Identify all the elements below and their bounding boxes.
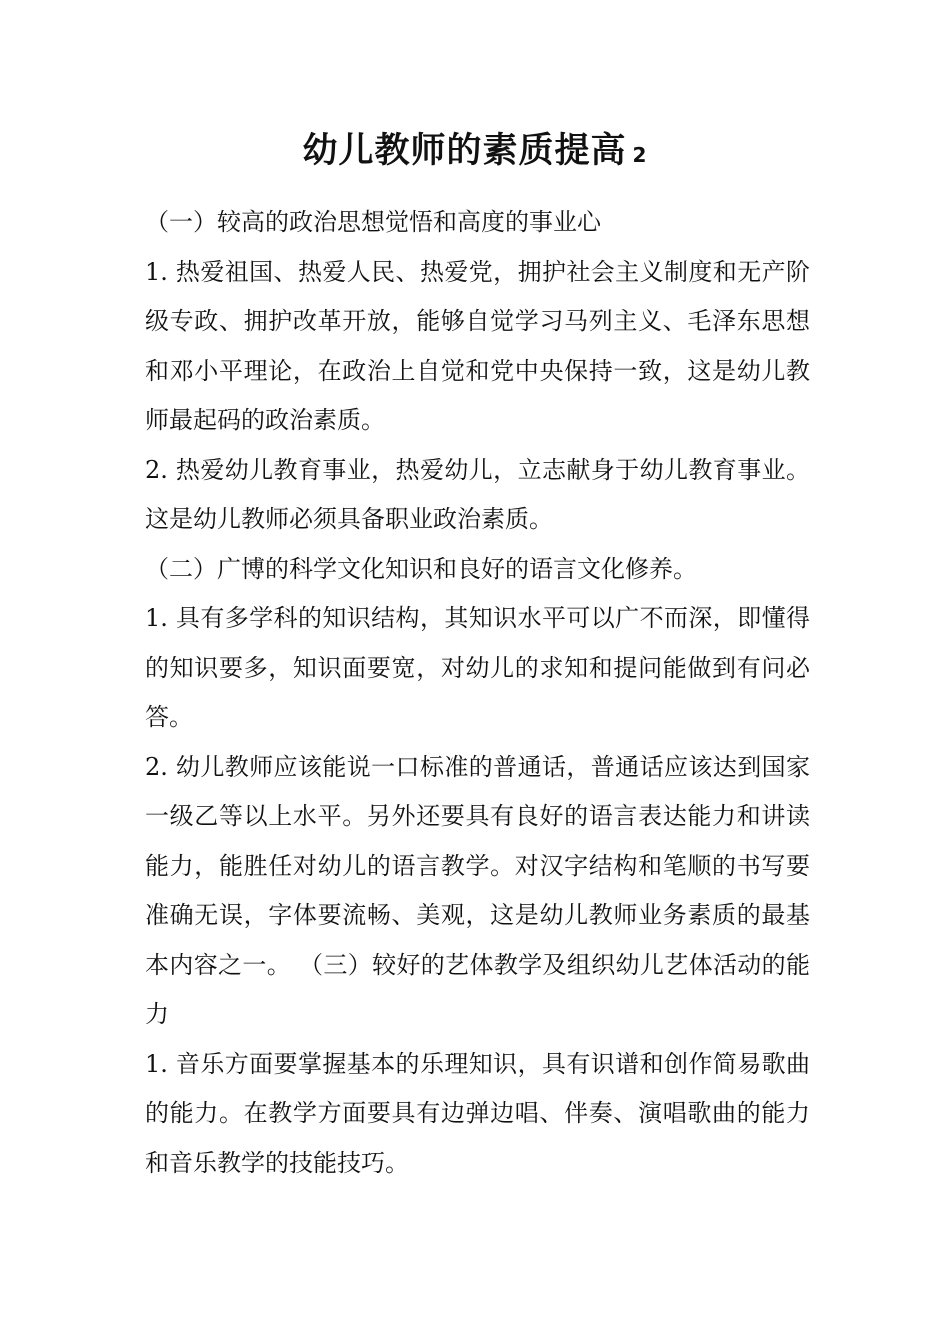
paragraph: 2. 热爱幼儿教育事业，热爱幼儿，立志献身于幼儿教育事业。这是幼儿教师必须具备职业政治素质。 [145, 455, 810, 533]
document-body [145, 198, 810, 1188]
paragraph: 1. 具有多学科的知识结构，其知识水平可以广不而深，即懂得的知识要多，知识面要宽，对幼儿的求知和提问能做到有问必答。 [145, 604, 810, 731]
paragraph: 1. 热爱祖国、热爱人民、热爱党，拥护社会主义制度和无产阶级专政、拥护改革开放，能够自觉学习马列主义、毛泽东思想和邓小平理论，在政治上自觉和党中央保持一致，这是幼儿教师最起码的政治素质。 [145, 257, 810, 434]
section-heading-1: （一）较高的政治思想觉悟和高度的事业心 [145, 208, 601, 236]
document-title-suffix: 2 [632, 143, 648, 167]
document-title: 幼儿教师的素质提高 [302, 131, 627, 171]
section-heading-2: （二）广博的科学文化知识和良好的语言文化修养。 [145, 554, 697, 583]
paragraph: 2. 幼儿教师应该能说一口标准的普通话，普通话应该达到国家一级乙等以上水平。另外还要具有良好的语言表达能力和讲读能力，能胜任对幼儿的语言教学。对汉字结构和笔顺的书写要准确无误，字体要流畅、美观，这是幼儿教师业务素质的最基本内容之一。 （三）较好的艺体教学及组织幼儿艺体活动的能力 [145, 752, 810, 1028]
document-title-block [0, 126, 950, 180]
paragraph: 1. 音乐方面要掌握基本的乐理知识，具有识谱和创作简易歌曲的能力。在教学方面要具有边弹边唱、伴奏、演唱歌曲的能力和音乐教学的技能技巧。 [145, 1049, 810, 1177]
